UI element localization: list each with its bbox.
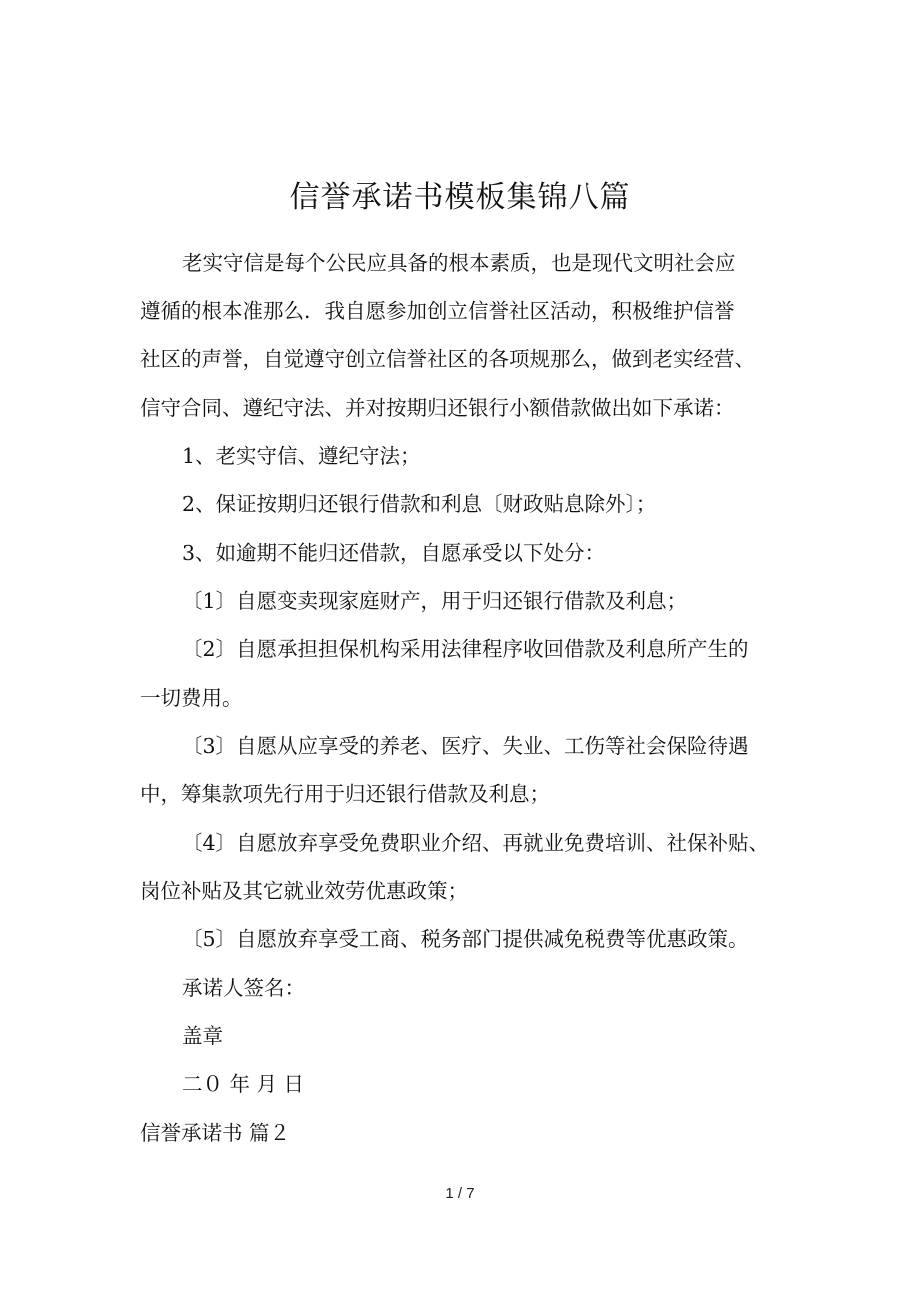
seal-label: 盖章 [182,1024,223,1048]
sub-item-2: 〔2〕自愿承担担保机构采用法律程序收回借款及利息所产生的 [182,637,749,661]
body-line-4: 信守合同、遵纪守法、并对按期归还银行小额借款做出如下承诺： [140,396,735,420]
list-item-2: 2、保证按期归还银行借款和利息〔财政贴息除外〕； [182,492,657,516]
body-line-1: 老实守信是每个公民应具备的根本素质，也是现代文明社会应 [182,251,736,275]
date-line: 二０ 年 月 日 [182,1072,305,1096]
document-title: 信誉承诺书模板集锦八篇 [289,180,631,215]
sub-item-1: 〔1〕自愿变卖现家庭财产，用于归还银行借款及利息； [182,589,688,613]
sub-item-3: 〔3〕自愿从应享受的养老、医疗、失业、工伤等社会保险待遇 [182,734,749,758]
body-line-3: 社区的声誉，自觉遵守创立信誉社区的各项规那么，做到老实经营、 [140,347,755,371]
section-heading-2: 信誉承诺书 篇２ [140,1121,291,1145]
sub-item-4: 〔4〕自愿放弃享受免费职业介绍、再就业免费培训、社保补贴、 [182,831,770,855]
list-item-3: 3、如逾期不能归还借款，自愿承受以下处分： [182,541,606,565]
body-line-2: 遵循的根本准那么．我自愿参加创立信誉社区活动，积极维护信誉 [140,299,735,323]
sub-item-5: 〔5〕自愿放弃享受工商、税务部门提供减免税费等优惠政策。 [182,927,749,951]
signature-label: 承诺人签名： [182,976,305,1000]
sub-item-4-continuation: 岗位补贴及其它就业效劳优惠政策； [140,879,468,903]
page-number: 1 / 7 [445,1185,475,1202]
sub-item-2-continuation: 一切费用。 [140,686,243,710]
sub-item-3-continuation: 中，筹集款项先行用于归还银行借款及利息； [140,782,550,806]
list-item-1: 1、老实守信、遵纪守法； [182,444,421,468]
